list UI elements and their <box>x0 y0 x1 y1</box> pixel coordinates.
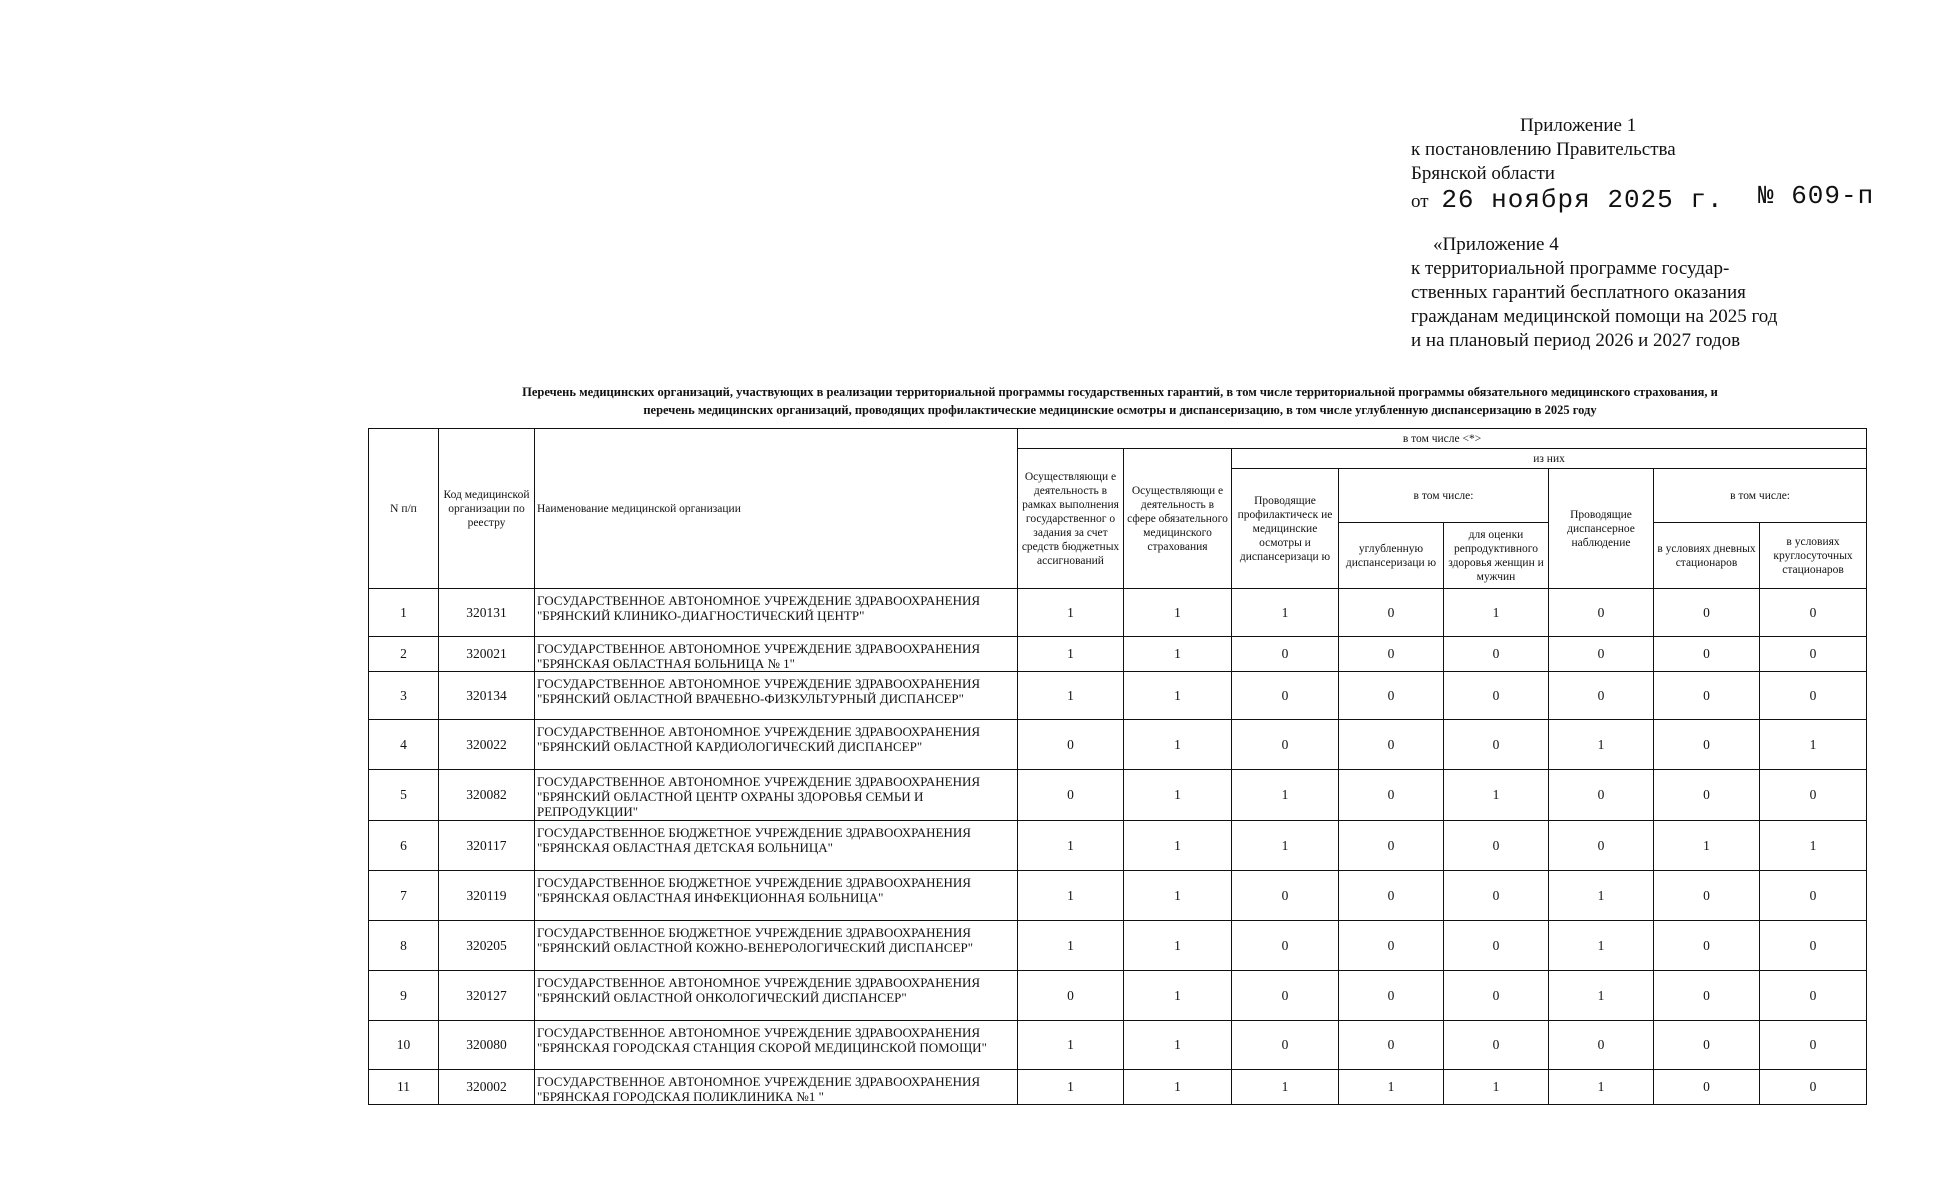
row-code: 320205 <box>439 921 535 971</box>
appendix4-line5: и на плановый период 2026 и 2027 годов <box>1411 330 1741 351</box>
row-name: ГОСУДАРСТВЕННОЕ АВТОНОМНОЕ УЧРЕЖДЕНИЕ ЗДРАВООХРАНЕНИЯ "БРЯНСКИЙ ОБЛАСТНОЙ ОНКОЛОГИЧЕСКИЙ ДИСПАНСЕР" <box>535 971 1018 1021</box>
row-num: 3 <box>369 672 439 720</box>
cell-repro: 1 <box>1444 589 1549 637</box>
date-line <box>1411 185 1724 215</box>
cell-deep: 0 <box>1339 921 1444 971</box>
row-name: ГОСУДАРСТВЕННОЕ БЮДЖЕТНОЕ УЧРЕЖДЕНИЕ ЗДРАВООХРАНЕНИЯ "БРЯНСКАЯ ОБЛАСТНАЯ ИНФЕКЦИОННАЯ БОЛЬНИЦА" <box>535 871 1018 921</box>
cell-oms: 1 <box>1124 720 1232 770</box>
table-row <box>369 971 1867 1021</box>
row-code: 320117 <box>439 821 535 871</box>
cell-repro: 0 <box>1444 821 1549 871</box>
col-prof-header: Проводящие профилактическ ие медицинские осмотры и диспансеризаци ю <box>1232 469 1339 589</box>
cell-deep: 0 <box>1339 1021 1444 1070</box>
cell-deep: 0 <box>1339 637 1444 672</box>
row-code: 320082 <box>439 770 535 821</box>
of-them-header: из них <box>1232 449 1867 469</box>
row-code: 320127 <box>439 971 535 1021</box>
col-name-header: Наименование медицинской организации <box>535 429 1018 589</box>
col-num-header: N п/п <box>369 429 439 589</box>
col-day-header: в условиях дневных стационаров <box>1654 523 1760 589</box>
row-code: 320021 <box>439 637 535 672</box>
row-num: 8 <box>369 921 439 971</box>
row-num: 9 <box>369 971 439 1021</box>
row-name: ГОСУДАРСТВЕННОЕ АВТОНОМНОЕ УЧРЕЖДЕНИЕ ЗДРАВООХРАНЕНИЯ "БРЯНСКИЙ ОБЛАСТНОЙ ЦЕНТР ОХРАНЫ ЗДОРОВЬЯ СЕМЬИ И РЕПРОДУКЦИИ" <box>535 770 1018 821</box>
including-header: в том числе <*> <box>1018 429 1867 449</box>
row-name: ГОСУДАРСТВЕННОЕ БЮДЖЕТНОЕ УЧРЕЖДЕНИЕ ЗДРАВООХРАНЕНИЯ "БРЯНСКИЙ ОБЛАСТНОЙ КОЖНО-ВЕНЕРОЛОГИЧЕСКИЙ ДИСПАНСЕР" <box>535 921 1018 971</box>
cell-budget: 1 <box>1018 921 1124 971</box>
cell-budget: 1 <box>1018 1070 1124 1105</box>
cell-prof: 1 <box>1232 1070 1339 1105</box>
row-name: ГОСУДАРСТВЕННОЕ АВТОНОМНОЕ УЧРЕЖДЕНИЕ ЗДРАВООХРАНЕНИЯ "БРЯНСКИЙ КЛИНИКО-ДИАГНОСТИЧЕСКИЙ ЦЕНТР" <box>535 589 1018 637</box>
row-code: 320002 <box>439 1070 535 1105</box>
cell-deep: 0 <box>1339 871 1444 921</box>
cell-day: 0 <box>1654 637 1760 672</box>
cell-budget: 1 <box>1018 637 1124 672</box>
cell-oms: 1 <box>1124 770 1232 821</box>
cell-deep: 0 <box>1339 971 1444 1021</box>
cell-round: 0 <box>1760 1021 1867 1070</box>
row-num: 11 <box>369 1070 439 1105</box>
hosp-including-header: в том числе: <box>1654 469 1867 523</box>
cell-disp: 0 <box>1549 672 1654 720</box>
cell-disp: 1 <box>1549 971 1654 1021</box>
cell-day: 0 <box>1654 971 1760 1021</box>
cell-round: 0 <box>1760 1070 1867 1105</box>
col-oms-header: Осуществляющи е деятельность в сфере обязательного медицинского страхования <box>1124 449 1232 589</box>
cell-prof: 0 <box>1232 720 1339 770</box>
cell-oms: 1 <box>1124 637 1232 672</box>
cell-budget: 0 <box>1018 971 1124 1021</box>
table-row <box>369 921 1867 971</box>
row-name: ГОСУДАРСТВЕННОЕ АВТОНОМНОЕ УЧРЕЖДЕНИЕ ЗДРАВООХРАНЕНИЯ "БРЯНСКАЯ ОБЛАСТНАЯ БОЛЬНИЦА № 1" <box>535 637 1018 672</box>
cell-disp: 1 <box>1549 720 1654 770</box>
cell-repro: 0 <box>1444 672 1549 720</box>
row-num: 1 <box>369 589 439 637</box>
repro-header-text: для оценки репродуктивного здоровья женщин и мужчин <box>1448 528 1544 583</box>
cell-round: 0 <box>1760 921 1867 971</box>
cell-oms: 1 <box>1124 589 1232 637</box>
cell-day: 0 <box>1654 1070 1760 1105</box>
decree-date: 26 ноября 2025 г. <box>1441 185 1724 215</box>
cell-deep: 0 <box>1339 720 1444 770</box>
row-code: 320080 <box>439 1021 535 1070</box>
cell-budget: 1 <box>1018 871 1124 921</box>
row-code: 320119 <box>439 871 535 921</box>
cell-round: 0 <box>1760 971 1867 1021</box>
appendix4-title: «Приложение 4 <box>1433 234 1559 255</box>
cell-prof: 1 <box>1232 821 1339 871</box>
cell-round: 1 <box>1760 821 1867 871</box>
cell-day: 0 <box>1654 921 1760 971</box>
row-code: 320022 <box>439 720 535 770</box>
row-num: 10 <box>369 1021 439 1070</box>
cell-round: 0 <box>1760 871 1867 921</box>
cell-budget: 1 <box>1018 672 1124 720</box>
cell-prof: 0 <box>1232 921 1339 971</box>
decree-number: № 609-п <box>1758 181 1875 211</box>
cell-prof: 0 <box>1232 871 1339 921</box>
cell-day: 1 <box>1654 821 1760 871</box>
cell-oms: 1 <box>1124 971 1232 1021</box>
table-row <box>369 871 1867 921</box>
table-row <box>369 672 1867 720</box>
cell-prof: 0 <box>1232 1021 1339 1070</box>
budget-header-text: Осуществляющи е деятельность в рамках выполнения государственног о задания за счет средств бюджетных ассигнований <box>1021 470 1120 567</box>
cell-repro: 0 <box>1444 720 1549 770</box>
table-row <box>369 637 1867 672</box>
cell-deep: 0 <box>1339 589 1444 637</box>
cell-deep: 0 <box>1339 821 1444 871</box>
table-row <box>369 720 1867 770</box>
cell-round: 0 <box>1760 672 1867 720</box>
cell-repro: 1 <box>1444 1070 1549 1105</box>
organizations-table <box>368 428 1867 1105</box>
row-code: 320131 <box>439 589 535 637</box>
table-row <box>369 589 1867 637</box>
row-name: ГОСУДАРСТВЕННОЕ БЮДЖЕТНОЕ УЧРЕЖДЕНИЕ ЗДРАВООХРАНЕНИЯ "БРЯНСКАЯ ОБЛАСТНАЯ ДЕТСКАЯ БОЛЬНИЦА" <box>535 821 1018 871</box>
cell-round: 0 <box>1760 770 1867 821</box>
row-num: 6 <box>369 821 439 871</box>
cell-round: 1 <box>1760 720 1867 770</box>
row-name: ГОСУДАРСТВЕННОЕ АВТОНОМНОЕ УЧРЕЖДЕНИЕ ЗДРАВООХРАНЕНИЯ "БРЯНСКИЙ ОБЛАСТНОЙ ВРАЧЕБНО-ФИЗКУЛЬТУРНЫЙ ДИСПАНСЕР" <box>535 672 1018 720</box>
cell-day: 0 <box>1654 1021 1760 1070</box>
document-title <box>380 383 1860 419</box>
cell-round: 0 <box>1760 589 1867 637</box>
cell-prof: 0 <box>1232 672 1339 720</box>
table-row <box>369 1070 1867 1105</box>
cell-day: 0 <box>1654 672 1760 720</box>
col-disp-header: Проводящие диспансерное наблюдение <box>1549 469 1654 589</box>
cell-budget: 1 <box>1018 821 1124 871</box>
col-budget-header <box>1018 449 1124 589</box>
prof-including-header: в том числе: <box>1339 469 1549 523</box>
cell-prof: 0 <box>1232 637 1339 672</box>
cell-disp: 1 <box>1549 921 1654 971</box>
appendix-decree-line: к постановлению Правительства <box>1411 139 1676 160</box>
cell-repro: 1 <box>1444 770 1549 821</box>
cell-budget: 0 <box>1018 770 1124 821</box>
cell-disp: 0 <box>1549 637 1654 672</box>
cell-disp: 0 <box>1549 770 1654 821</box>
table-row <box>369 1021 1867 1070</box>
cell-disp: 1 <box>1549 871 1654 921</box>
cell-oms: 1 <box>1124 871 1232 921</box>
cell-oms: 1 <box>1124 1021 1232 1070</box>
row-num: 5 <box>369 770 439 821</box>
cell-repro: 0 <box>1444 971 1549 1021</box>
cell-round: 0 <box>1760 637 1867 672</box>
appendix4-line2: к территориальной программе государ- <box>1411 258 1730 279</box>
cell-deep: 1 <box>1339 1070 1444 1105</box>
row-name: ГОСУДАРСТВЕННОЕ АВТОНОМНОЕ УЧРЕЖДЕНИЕ ЗДРАВООХРАНЕНИЯ "БРЯНСКАЯ ГОРОДСКАЯ ПОЛИКЛИНИКА №1 " <box>535 1070 1018 1105</box>
cell-disp: 1 <box>1549 1070 1654 1105</box>
table-row <box>369 821 1867 871</box>
cell-repro: 0 <box>1444 871 1549 921</box>
appendix-region-line: Брянской области <box>1411 163 1555 184</box>
cell-day: 0 <box>1654 770 1760 821</box>
col-code-header: Код медицинской организации по реестру <box>439 429 535 589</box>
cell-oms: 1 <box>1124 821 1232 871</box>
cell-day: 0 <box>1654 871 1760 921</box>
col-round-header: в условиях круглосуточных стационаров <box>1760 523 1867 589</box>
cell-budget: 0 <box>1018 720 1124 770</box>
title-line-2: перечень медицинских организаций, проводящих профилактические медицинские осмотры и диспансеризацию, в том числе углубленную диспансеризацию в 2025 году <box>643 403 1597 417</box>
title-line-1: Перечень медицинских организаций, участвующих в реализации территориальной программы государственных гарантий, в том числе территориальной программы обязательного медицинского страхования, и <box>522 385 1718 399</box>
cell-disp: 0 <box>1549 589 1654 637</box>
row-num: 4 <box>369 720 439 770</box>
date-from-label: от <box>1411 191 1429 212</box>
cell-prof: 0 <box>1232 971 1339 1021</box>
cell-oms: 1 <box>1124 672 1232 720</box>
cell-disp: 0 <box>1549 821 1654 871</box>
cell-repro: 0 <box>1444 1021 1549 1070</box>
cell-repro: 0 <box>1444 637 1549 672</box>
row-name: ГОСУДАРСТВЕННОЕ АВТОНОМНОЕ УЧРЕЖДЕНИЕ ЗДРАВООХРАНЕНИЯ "БРЯНСКИЙ ОБЛАСТНОЙ КАРДИОЛОГИЧЕСКИЙ ДИСПАНСЕР" <box>535 720 1018 770</box>
cell-budget: 1 <box>1018 1021 1124 1070</box>
row-num: 2 <box>369 637 439 672</box>
cell-prof: 1 <box>1232 770 1339 821</box>
row-code: 320134 <box>439 672 535 720</box>
cell-deep: 0 <box>1339 770 1444 821</box>
cell-budget: 1 <box>1018 589 1124 637</box>
cell-oms: 1 <box>1124 921 1232 971</box>
cell-prof: 1 <box>1232 589 1339 637</box>
cell-day: 0 <box>1654 720 1760 770</box>
cell-repro: 0 <box>1444 921 1549 971</box>
col-deep-header: углубленную диспансеризаци ю <box>1339 523 1444 589</box>
appendix-title: Приложение 1 <box>1520 115 1637 136</box>
cell-disp: 0 <box>1549 1021 1654 1070</box>
cell-day: 0 <box>1654 589 1760 637</box>
appendix4-line4: гражданам медицинской помощи на 2025 год <box>1411 306 1778 327</box>
cell-deep: 0 <box>1339 672 1444 720</box>
row-name: ГОСУДАРСТВЕННОЕ АВТОНОМНОЕ УЧРЕЖДЕНИЕ ЗДРАВООХРАНЕНИЯ "БРЯНСКАЯ ГОРОДСКАЯ СТАНЦИЯ СКОРОЙ МЕДИЦИНСКОЙ ПОМОЩИ" <box>535 1021 1018 1070</box>
col-repro-header <box>1444 523 1549 589</box>
appendix4-line3: ственных гарантий бесплатного оказания <box>1411 282 1746 303</box>
cell-oms: 1 <box>1124 1070 1232 1105</box>
row-num: 7 <box>369 871 439 921</box>
table-row <box>369 770 1867 821</box>
